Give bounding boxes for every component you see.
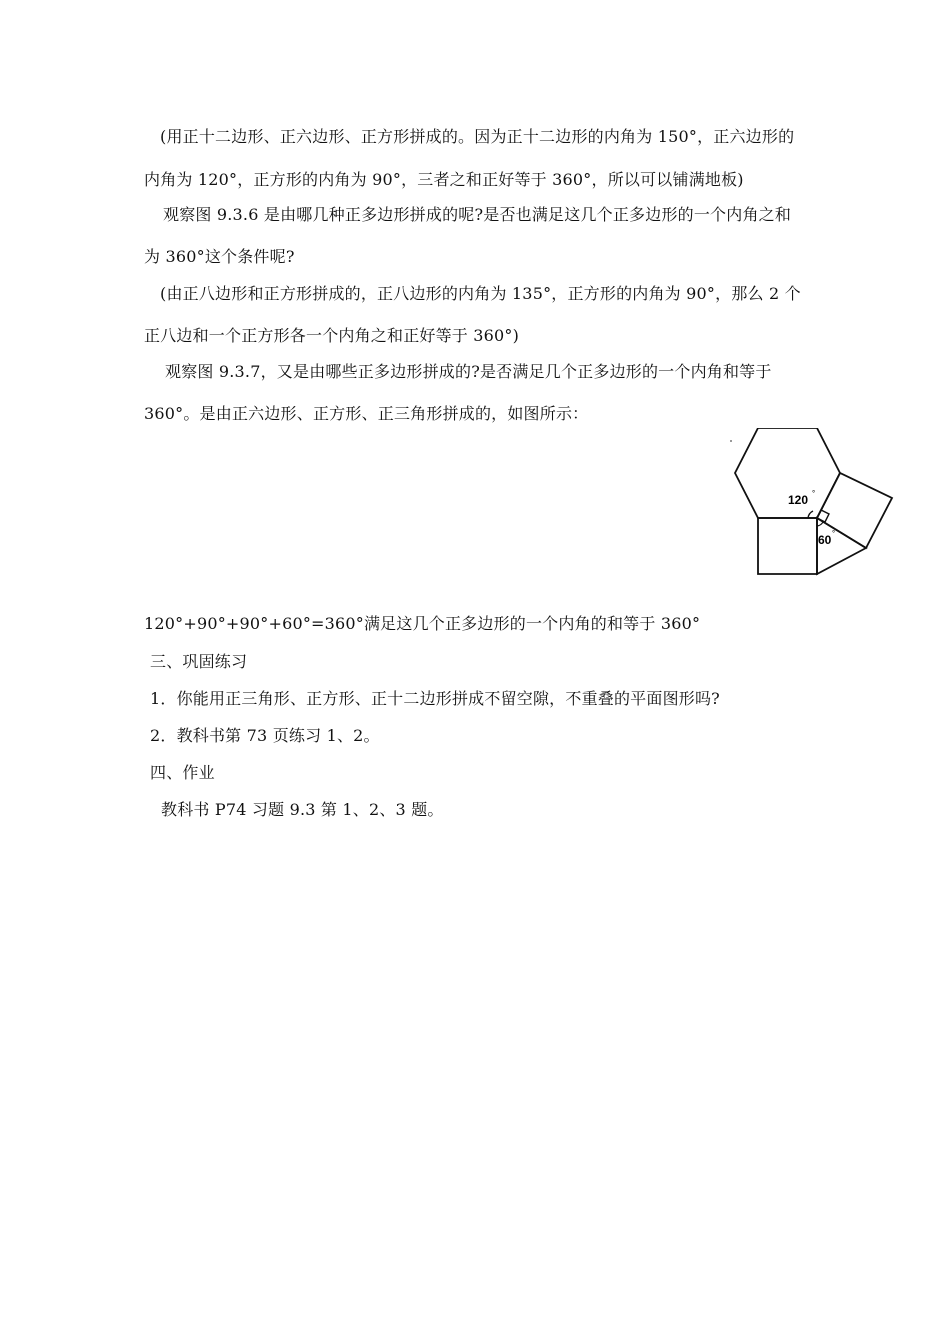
paragraph-1-line-2: 内角为 120°，正方形的内角为 90°，三者之和正好等于 360°，所以可以铺满地板) — [144, 170, 744, 189]
paragraph-3-line-2: 正八边和一个正方形各一个内角之和正好等于 360°) — [144, 326, 520, 345]
equation-line: 120°+90°+90°+60°=360°满足这几个正多边形的一个内角的和等于 360° — [144, 614, 701, 633]
paragraph-2-line-1: 观察图 9.3.6 是由哪几种正多边形拼成的呢?是否也满足这几个正多边形的一个内角之和 — [163, 205, 792, 224]
label-120: 120 — [788, 493, 809, 507]
label-120-degree: ° — [812, 489, 816, 498]
tiling-diagram — [726, 428, 898, 578]
paragraph-3-line-1: (由正八边形和正方形拼成的，正八边形的内角为 135°，正方形的内角为 90°，那么 2 个 — [160, 284, 801, 303]
paragraph-4-line-1: 观察图 9.3.7，又是由哪些正多边形拼成的?是否满足几个正多边形的一个内角和等于 — [165, 362, 772, 381]
exercise-item-2: 2．教科书第 73 页练习 1、2。 — [150, 726, 380, 745]
paragraph-2-line-2: 为 360°这个条件呢? — [144, 247, 295, 266]
tiling-figure — [726, 428, 898, 578]
angle-arc-120 — [808, 511, 813, 518]
paragraph-1-line-1: (用正十二边形、正六边形、正方形拼成的。因为正十二边形的内角为 150°，正六边形的 — [160, 127, 795, 146]
label-60-degree: ° — [832, 529, 836, 538]
square-bottom-shape — [758, 518, 817, 574]
homework-item: 教科书 P74 习题 9.3 第 1、2、3 题。 — [161, 800, 444, 819]
paragraph-4-line-2: 360°。是由正六边形、正方形、正三角形拼成的，如图所示： — [144, 404, 589, 423]
exercise-item-1: 1．你能用正三角形、正方形、正十二边形拼成不留空隙，不重叠的平面图形吗? — [150, 689, 720, 708]
label-60: 60 — [818, 533, 832, 547]
angle-arc-60 — [817, 522, 823, 526]
section-heading-consolidate: 三、巩固练习 — [150, 652, 248, 671]
section-heading-homework: 四、作业 — [150, 763, 215, 782]
